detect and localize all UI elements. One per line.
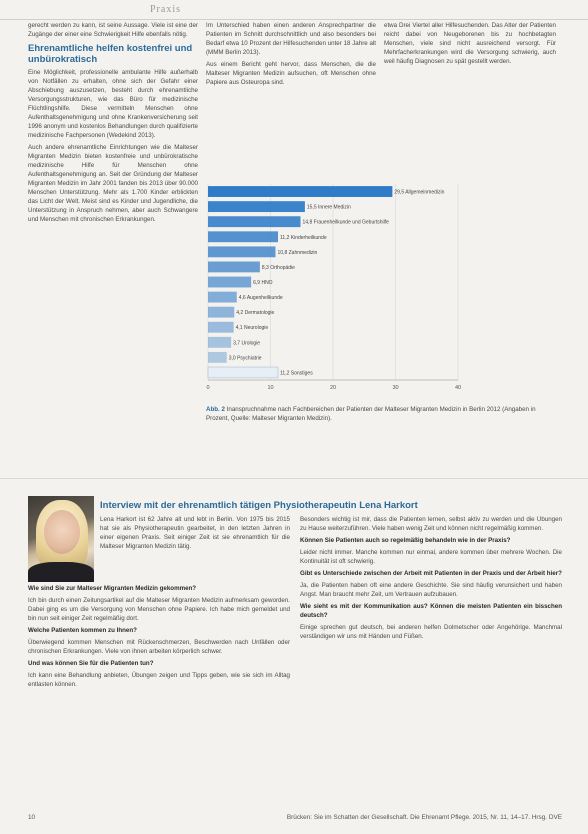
bar-label: 4,1 Neurologie: [235, 325, 269, 332]
x-tick-label: 0: [206, 385, 210, 391]
interview-question: Welche Patienten kommen zu Ihnen?: [28, 626, 137, 634]
bar: [208, 186, 392, 197]
caption-text: Inanspruchnahme nach Fachbereichen der Patienten der Malteser Migranten Medizin in Berlin 2012 (Angaben in Prozent, Quelle: Malteser Migranten Medizin).: [206, 406, 536, 422]
photo-shirt: [28, 562, 94, 582]
interview-answer: Überwiegend kommen Menschen mit Rückenschmerzen, Beschwerden nach Unfällen oder chronischen Erkrankungen. Viele von ihnen arbeiten körperlich schwer.: [28, 638, 290, 655]
bar-label: 4,6 Augenheilkunde: [238, 295, 283, 302]
bar: [208, 261, 260, 272]
x-tick-label: 30: [392, 385, 399, 391]
interview-question: Wie sind Sie zur Malteser Migranten Medizin gekommen?: [28, 585, 197, 592]
bar-label: 29,5 Allgemeinmedizin: [394, 189, 445, 196]
bar-chart-svg: [206, 178, 558, 404]
footer-citation: Brücken: Sie im Schatten der Gesellschaft. Die Ehrenamt Pflege. 2015, Nr. 11, 14–17. Hrsg. DVE: [286, 814, 562, 821]
bar-label: 3,7 Urologie: [233, 340, 261, 347]
bar: [208, 216, 301, 227]
bar: [208, 337, 231, 348]
col3-paragraph: etwa Drei Viertel aller Hilfesuchenden. Das Alter der Patienten reicht dabei von Neugeborenen bis zu hochbetagten Menschen, viele sind nicht ausreichend versorgt. Für Mehrfacherkrankungen wird die Versorgung schwierig, auch weil häufig Diagnosen zu spät gestellt werden.: [384, 22, 556, 65]
x-tick-label: 20: [329, 385, 337, 391]
bar-label: 15,5 Innere Medizin: [306, 204, 351, 211]
bar: [208, 307, 234, 318]
interview-section: [28, 486, 562, 806]
section-label: Praxis: [150, 4, 181, 15]
caption-label: Abb. 2: [206, 406, 225, 413]
x-tick-label: 10: [267, 385, 274, 391]
col2-paragraph: Im Unterschied haben einen anderen Ansprechpartner die Patienten im Schnitt durchschnittlich und also besonders bei Bedarf etwa 10 Prozent der Hilfesuchenden unter 18 Jahre alt (MMM Berlin 2013).: [206, 22, 376, 56]
interview-question: Gibt es Unterschiede zwischen der Arbeit mit Patienten in der Praxis und der Arbeit hier?: [300, 569, 562, 577]
col1-paragraph: Eine Möglichkeit, professionelle ambulante Hilfe außerhalb von Notfällen zu erhalten, ohne sich der Gefahr einer Abschiebung auszusetzen, besteht durch ehrenamtliche Versorgungsstrukturen, wie das Büro für medizinische Flüchtlingshilfe. Diese vermitteln Menschen ohne Aufenthaltsgenehmigung und ohne Krankenversicherung seit 1996 anonym und kostenlos Behandlungen durch qualifizierte medizinische Fachpersonen (Wedekind 2013).: [28, 68, 198, 139]
interview-bio: [100, 516, 290, 576]
bar: [208, 231, 278, 242]
bar-label: 10,8 Zahnmedizin: [277, 249, 318, 256]
interview-answer: Ich bin durch einen Zeitungsartikel auf die Malteser Migranten Medizin aufmerksam geworden. Dabei ging es um die Versorgung von Menschen ohne Papiere. Ich habe mich gemeldet und bin nun seit einiger Zeit regelmäßig dort.: [28, 596, 290, 622]
interview-column-left: [28, 582, 290, 820]
bar: [208, 246, 276, 257]
photo-face: [44, 510, 80, 554]
x-tick-label: 40: [454, 385, 462, 391]
bar-label: 11,2 Kinderheilkunde: [280, 234, 327, 241]
bar: [208, 201, 305, 212]
bar-label: 8,3 Orthopädie: [261, 264, 295, 271]
bar-label: 6,9 HNO: [253, 280, 273, 286]
bar: [208, 277, 251, 288]
bar: [208, 352, 227, 363]
bar-label: 4,2 Dermatologie: [236, 310, 275, 317]
interview-answer: Ja, die Patienten haben oft eine andere Geschichte. Sie sind häufig verunsichert und haben Angst. Man braucht mehr Zeit, um Vertrauen aufzubauen.: [300, 581, 562, 598]
bar-label: 11,2 Sonstiges: [280, 370, 313, 377]
section-heading: Ehrenamtliche helfen kostenfrei und unbürokratisch: [28, 42, 193, 65]
interview-title: Interview mit der ehrenamtlich tätigen Physiotherapeutin Lena Harkort: [100, 500, 418, 511]
chart-caption: [206, 406, 558, 424]
section-divider: [0, 478, 588, 479]
col1-paragraph: Auch andere ehrenamtliche Einrichtungen wie die Malteser Migranten Medizin bieten kostenfreie und unbürokratische medizinische Hilfe für Menschen ohne Aufenthaltsgenehmigung an. Seit der Gründung der Malteser Migranten Medizin im Jahr 2001 fanden bis 2013 über 90.000 Menschen Unterstützung. Mehr als 1.700 Kinder erblickten das Licht der Welt. Meist sind es Kinder und Jugendliche, die Unterstützung in Anspruch nehmen, aber auch Schwangere und Menschen mit chronischen Erkrankungen.: [28, 143, 198, 223]
interview-answer: Leider nicht immer. Manche kommen nur einmal, andere kommen über mehrere Wochen. Die Kontinuität ist oft schwierig.: [300, 548, 562, 565]
bar-label: 14,8 Frauenheilkunde und Geburtshilfe: [302, 219, 389, 226]
interview-column-right: [300, 516, 562, 820]
interview-question: Und was können Sie für die Patienten tun?: [28, 659, 154, 667]
interview-question: Können Sie Patienten auch so regelmäßig behandeln wie in der Praxis?: [300, 536, 511, 544]
interview-answer: Einige sprechen gut deutsch, bei anderen helfen Dolmetscher oder Angehörige. Manchmal verständigen wir uns mit Händen und Füßen.: [300, 623, 562, 640]
bar-chart: [206, 178, 558, 404]
header-rule: [0, 0, 588, 20]
bar-label: 3,0 Psychiatrie: [228, 355, 262, 362]
bio-text: Lena Harkort ist 62 Jahre alt und lebt in Berlin. Von 1975 bis 2015 hat sie als Physiotherapeutin gearbeitet, in den letzten Jahren in einer eigenen Praxis. Seit einiger Zeit ist sie ehrenamtlich für die Malteser Migranten Medizin tätig.: [100, 516, 290, 550]
col2-paragraph: Aus einem Bericht geht hervor, dass Menschen, die die Malteser Migranten Medizin aufsuchen, oft Menschen ohne Papiere aus Osteuropa sind.: [206, 60, 376, 86]
bar: [208, 367, 278, 378]
interview-answer: Besonders wichtig ist mir, dass die Patienten lernen, selbst aktiv zu werden und die Übungen zu Hause weiterzuführen. Viele haben wenig Zeit und können nicht regelmäßig kommen.: [300, 516, 562, 532]
article-column-2: [206, 22, 376, 172]
bar: [208, 322, 234, 333]
interview-question: Wie sieht es mit der Kommunikation aus? Können die meisten Patienten ein bisschen deutsch?: [300, 602, 562, 619]
page-number: 10: [28, 814, 36, 821]
interview-answer: Ich kann eine Behandlung anbieten, Übungen zeigen und Tipps geben, wie sie sich im Alltag entlasten können.: [28, 671, 290, 688]
col1-intro: gerecht werden zu kann, ist seine Aussage. Viele ist eine der Zugänge der einer eine Schwierigkeit Hilfe ebenfalls nötig.: [28, 22, 198, 38]
bar: [208, 292, 237, 303]
interviewee-photo: [28, 496, 94, 582]
article-column-1: [28, 22, 198, 442]
article-column-3: [384, 22, 556, 172]
